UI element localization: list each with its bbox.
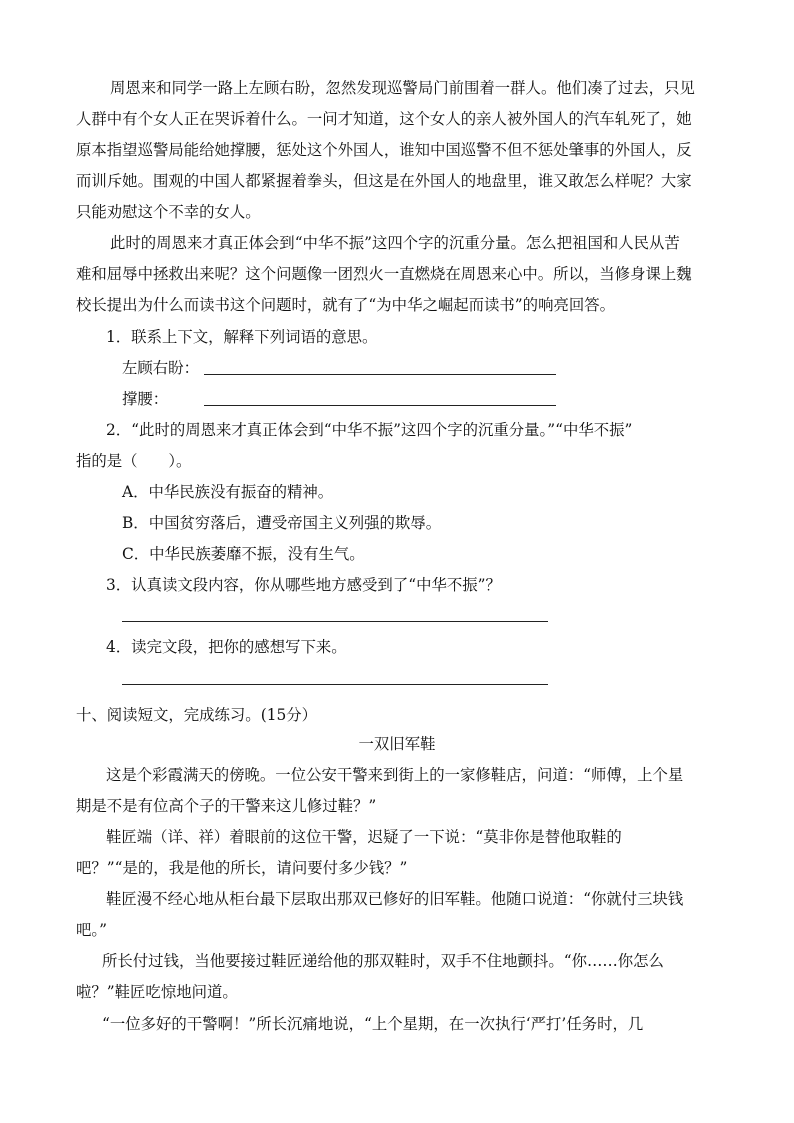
question-2-stem-line-2: 指的是（ ）。 [76,452,192,470]
passage-1-line-1: 周恩来和同学一路上左顾右盼，忽然发现巡警局门前围着一群人。他们凑了过去，只见 [110,79,695,97]
story-line-3: 鞋匠端（详、祥）着眼前的这位干警，迟疑了一下说：“莫非你是替他取鞋的 [106,828,622,846]
passage-1-line-4: 而训斥她。围观的中国人都紧握着拳头，但这是在外国人的地盘里，谁又敢怎么样呢？大家 [76,172,692,190]
story-title: 一双旧军鞋 [358,735,436,753]
story-line-6: 吧。” [76,921,107,939]
passage-1-line-6: 此时的周恩来才真正体会到“中华不振”这四个字的沉重分量。怎么把祖国和人民从苦 [110,234,680,252]
passage-1-line-8: 校长提出为什么而读书这个问题时，就有了“为中华之崛起而读书”的响亮回答。 [76,296,616,314]
question-1-term-2: 撑腰： [122,390,169,408]
question-1-answer-line-2[interactable] [204,405,556,406]
story-line-8: 啦？”鞋匠吃惊地问道。 [76,983,238,1001]
question-2-option-c[interactable]: C．中华民族萎靡不振，没有生气。 [122,545,365,563]
story-line-5: 鞋匠漫不经心地从柜台最下层取出那双已修好的旧军鞋。他随口说道：“你就付三块钱 [106,890,684,908]
question-2-option-b[interactable]: B．中国贫穷落后，遭受帝国主义列强的欺辱。 [122,514,442,532]
question-4-answer-line[interactable] [122,684,548,685]
story-line-9: “一位多好的干警啊！”所长沉痛地说，“上个星期，在一次执行‘严打’任务时，几 [102,1015,644,1033]
story-line-4: 吧？”“是的，我是他的所长，请问要付多少钱？” [76,859,408,877]
question-1-term-1: 左顾右盼： [122,359,199,377]
passage-1-line-3: 原本指望巡警局能给她撑腰，惩处这个外国人，谁知中国巡警不但不惩处肇事的外国人，反 [76,141,692,159]
question-1-stem: 1．联系上下文，解释下列词语的意思。 [106,328,378,346]
section-10-heading: 十、阅读短文，完成练习。(15分） [76,706,318,724]
question-2-stem-line-1: 2．“此时的周恩来才真正体会到“中华不振”这四个字的沉重分量。”“中华不振” [106,421,633,439]
question-2-option-a[interactable]: A．中华民族没有振奋的精神。 [122,483,334,501]
question-3-stem: 3．认真读文段内容，你从哪些地方感受到了“中华不振”？ [106,576,501,594]
passage-1-line-2: 人群中有个女人正在哭诉着什么。一问才知道，这个女人的亲人被外国人的汽车轧死了，她 [76,110,692,128]
passage-1-line-5: 只能劝慰这个不幸的女人。 [76,203,261,221]
story-line-2: 期是不是有位高个子的干警来这儿修过鞋？” [76,797,377,815]
question-3-answer-line[interactable] [122,621,548,622]
story-line-1: 这是个彩霞满天的傍晚。一位公安干警来到街上的一家修鞋店，问道：“师傅，上个星 [106,766,684,784]
passage-1-line-7: 难和屈辱中拯救出来呢？这个问题像一团烈火一直燃烧在周恩来心中。所以，当修身课上魏 [76,265,692,283]
question-4-stem: 4．读完文段，把你的感想写下来。 [106,638,347,656]
question-1-answer-line-1[interactable] [204,374,556,375]
story-line-7: 所长付过钱，当他要接过鞋匠递给他的那双鞋时，双手不住地颤抖。“你……你怎么 [102,952,664,970]
